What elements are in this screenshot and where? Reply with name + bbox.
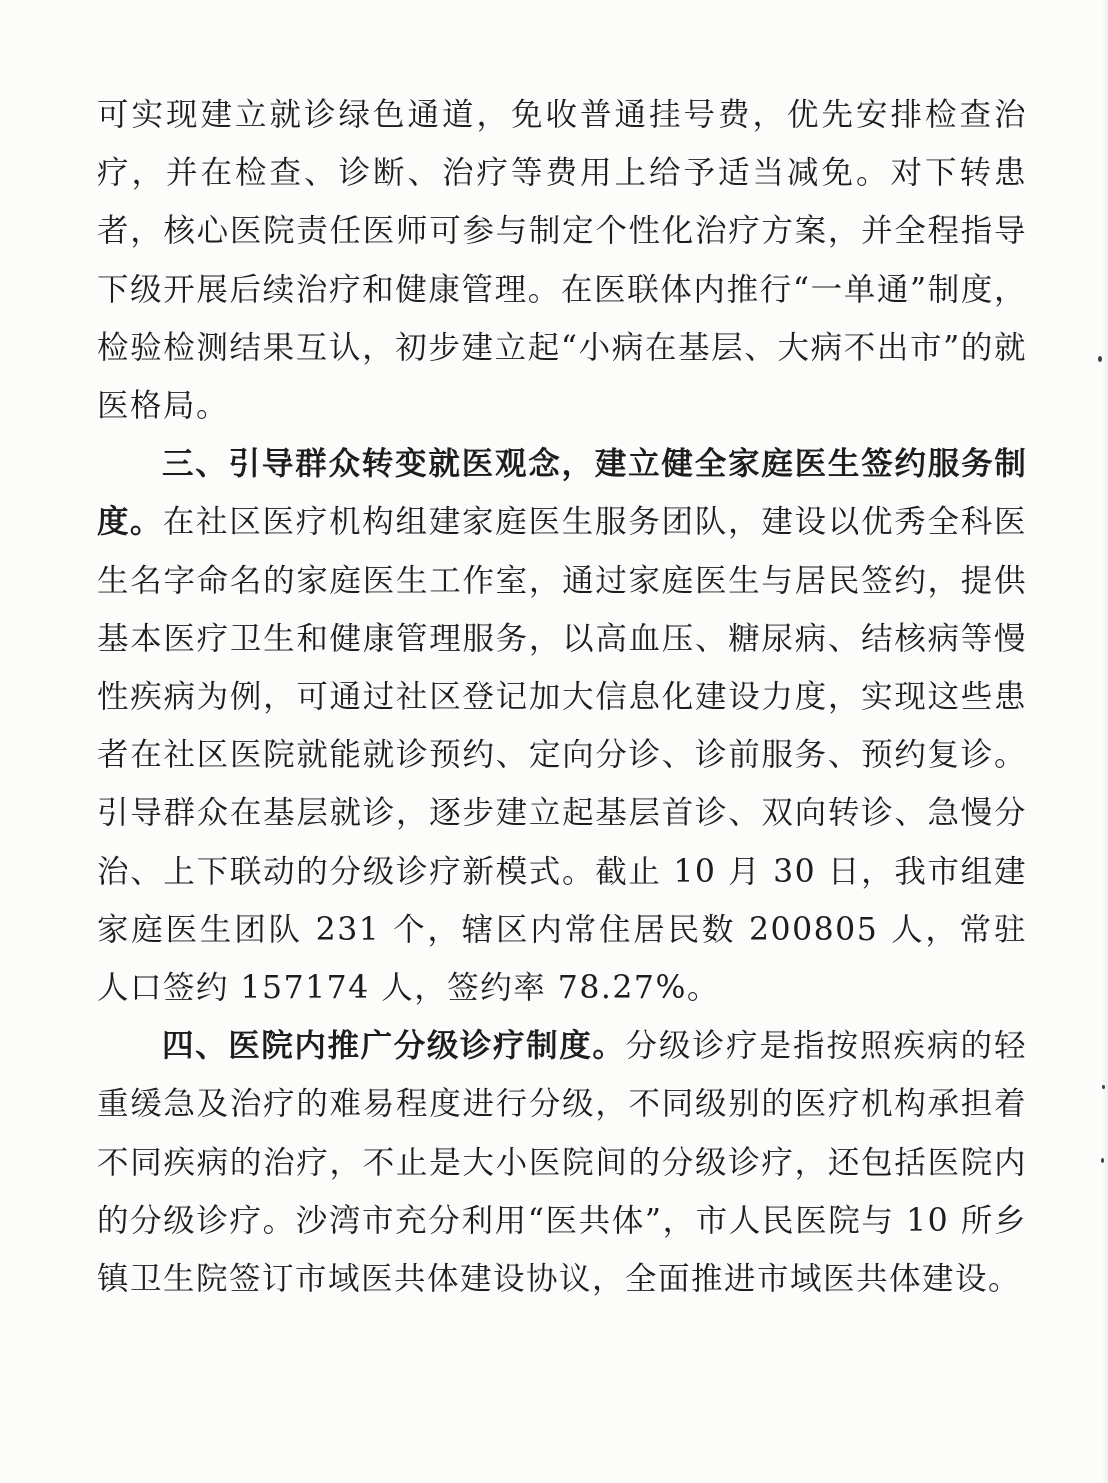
document-body <box>97 86 1027 1308</box>
section-heading-three: 三、引导群众转变就医观念，建立健全家庭医生签约服务制度。 <box>97 446 1027 541</box>
paragraph-continuation: 可实现建立就诊绿色通道，免收普通挂号费，优先安排检查治疗，并在检查、诊断、治疗等费用上给予适当减免。对下转患者，核心医院责任医师可参与制定个性化治疗方案，并全程指导下级开展后续治疗和健康管理。在医联体内推行“一单通”制度，检验检测结果互认，初步建立起“小病在基层、大病不出市”的就医格局。 <box>97 97 1027 425</box>
paragraph-body: 分级诊疗是指按照疾病的轻重缓急及治疗的难易程度进行分级，不同级别的医疗机构承担着不同疾病的治疗，不止是大小医院间的分级诊疗，还包括医院内的分级诊疗。沙湾市充分利用“医共体”，市人民医院与 10 所乡镇卫生院签订市域医共体建设协议，全面推进市域医共体建设。 <box>97 1028 1027 1298</box>
paragraph-hospital-tiered-care <box>97 1017 1027 1308</box>
scan-edge-shadow <box>1102 0 1108 1483</box>
paragraph-body: 在社区医疗机构组建家庭医生服务团队，建设以优秀全科医生名字命名的家庭医生工作室，通过家庭医生与居民签约，提供基本医疗卫生和健康管理服务，以高血压、糖尿病、结核病等慢性疾病为例，可通过社区登记加大信息化建设力度，实现这些患者在社区医院就能就诊预约、定向分诊、诊前服务、预约复诊。引导群众在基层就诊，逐步建立起基层首诊、双向转诊、急慢分治、上下联动的分级诊疗新模式。截止 10 月 30 日，我市组建家庭医生团队 231 个，辖区内常住居民数 200805 人，常驻人口签约 157174 人，签约率 78.27%。 <box>97 504 1027 1007</box>
paragraph-family-doctor <box>97 435 1027 1017</box>
section-heading-four: 四、医院内推广分级诊疗制度。 <box>162 1028 626 1065</box>
